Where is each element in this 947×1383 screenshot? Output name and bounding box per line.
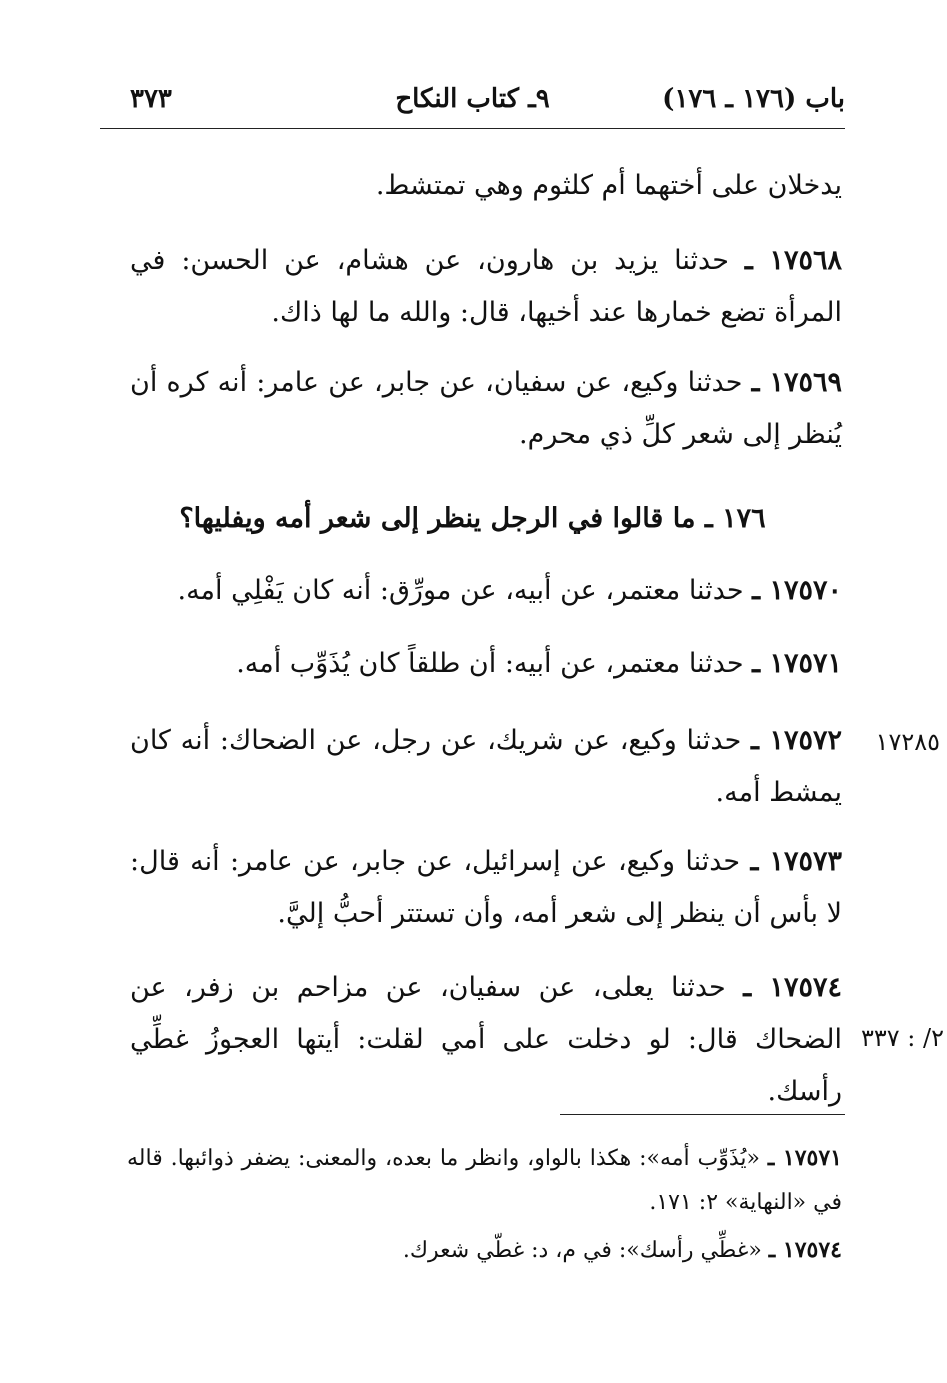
- hadith-text: حدثنا وكيع، عن شريك، عن رجل، عن الضحاك: أنه كان يمشط أمه.: [130, 725, 842, 808]
- hadith-text: حدثنا وكيع، عن إسرائيل، عن جابر، عن عامر: أنه قال: لا بأس أن ينظر إلى شعر أمه، وأن تستتر أحبُّ إليَّ.: [130, 846, 842, 929]
- footnote-number: ١٧٥٧١ ـ: [767, 1145, 842, 1171]
- book-title: ٩ـ كتاب النكاح: [395, 84, 550, 114]
- hadith-entry: [130, 638, 842, 690]
- hadith-entry: [130, 235, 842, 339]
- footnote-text: «غطِّي رأسك»: في م، د: غطّي شعرك.: [402, 1238, 762, 1263]
- hadith-number: ١٧٥٧٢ ـ: [751, 725, 842, 756]
- chapter-range: باب (١٧٦ ـ ١٧٦): [662, 84, 845, 114]
- hadith-entry: [130, 565, 842, 617]
- hadith-entry: [130, 962, 842, 1118]
- hadith-text: حدثنا يزيد بن هارون، عن هشام، عن الحسن: في المرأة تضع خمارها عند أخيها، قال: والله ما لها ذاك.: [130, 245, 842, 328]
- entry-continuation: [130, 160, 842, 212]
- hadith-text: حدثنا معتمر، عن أبيه، عن مورِّق: أنه كان يَفْلِي أمه.: [177, 575, 744, 606]
- hadith-number: ١٧٥٧٤ ـ: [743, 972, 842, 1003]
- header-rule: [100, 128, 845, 129]
- footnote-text: «يُذَوِّب أمه»: هكذا بالواو، وانظر ما بعده، والمعنى: يضفر ذوائبها. قاله في «النهاية» ٢: ١٧١.: [127, 1146, 842, 1215]
- footnote-number: ١٧٥٧٤ ـ: [768, 1237, 842, 1263]
- margin-cross-reference: ١٧٢٨٥: [875, 728, 940, 756]
- hadith-number: ١٧٥٧١ ـ: [752, 648, 842, 679]
- footnote: [127, 1136, 842, 1225]
- entry-text: يدخلان على أختهما أم كلثوم وهي تمتشط.: [375, 170, 842, 201]
- hadith-number: ١٧٥٧٣ ـ: [750, 846, 843, 877]
- footnote-rule: [560, 1114, 845, 1115]
- hadith-number: ١٧٥٦٩ ـ: [751, 367, 842, 398]
- hadith-number: ١٧٥٧٠ ـ: [752, 575, 842, 606]
- hadith-entry: [130, 836, 842, 940]
- margin-volume-reference: ٢/ : ٣٣٧: [861, 1024, 944, 1052]
- hadith-entry: [130, 715, 842, 819]
- hadith-number: ١٧٥٦٨ ـ: [744, 245, 842, 276]
- hadith-text: حدثنا وكيع، عن سفيان، عن جابر، عن عامر: أنه كره أن يُنظر إلى شعر كلِّ ذي محرم.: [130, 367, 842, 450]
- hadith-entry: [130, 357, 842, 461]
- hadith-text: حدثنا يعلى، عن سفيان، عن مزاحم بن زفر، عن الضحاك قال: لو دخلت على أمي لقلت: أيتها العجوزُ غطِّي رأسك.: [130, 972, 842, 1107]
- hadith-text: حدثنا معتمر، عن أبيه: أن طلقاً كان يُذَوِّب أمه.: [236, 648, 744, 679]
- footnote: [127, 1228, 842, 1273]
- page-header: [100, 84, 845, 128]
- section-heading: ١٧٦ ـ ما قالوا في الرجل ينظر إلى شعر أمه ويفليها؟: [179, 503, 766, 534]
- page-number: ٣٧٣: [130, 84, 172, 114]
